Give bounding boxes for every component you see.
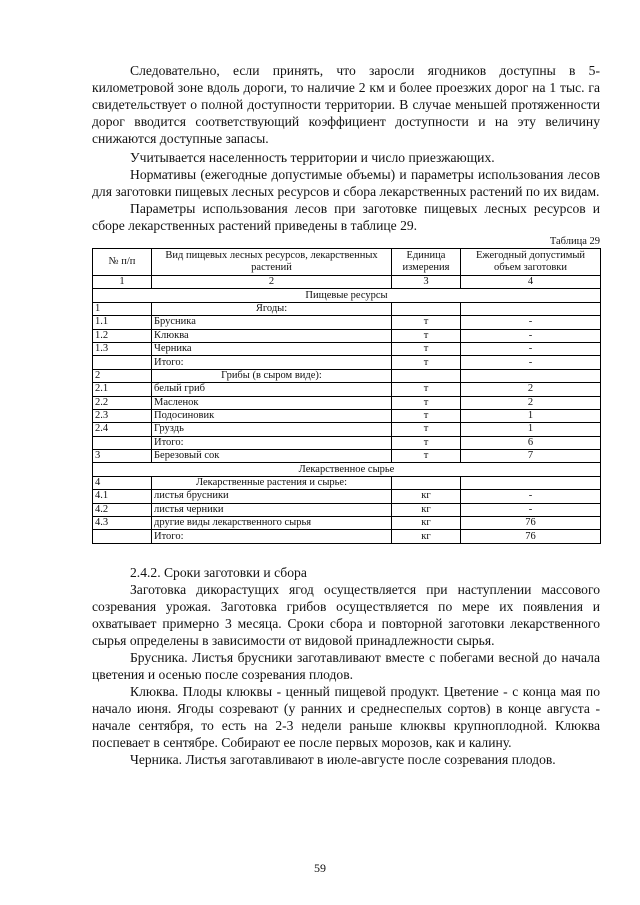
cell-value: -: [461, 329, 601, 342]
table-row: [93, 517, 601, 530]
table-row: [93, 423, 601, 436]
table-row: [93, 450, 601, 463]
cell-unit: т: [392, 356, 461, 369]
cell-name: Брусника: [152, 316, 392, 329]
cell-name: листья брусники: [152, 490, 392, 503]
cell-num: 4.2: [93, 503, 152, 516]
table-row: [93, 316, 601, 329]
cell-unit: т: [392, 342, 461, 355]
cell-name: Масленок: [152, 396, 392, 409]
cell-name: Итого:: [152, 436, 392, 449]
cell-name: Груздь: [152, 423, 392, 436]
table-row: [93, 356, 601, 369]
cell-name: Итого:: [152, 530, 392, 543]
cell-value: -: [461, 356, 601, 369]
table-row: [93, 503, 601, 516]
cell-value: 76: [461, 530, 601, 543]
cell-name: белый гриб: [152, 383, 392, 396]
table-header-row: [93, 249, 601, 276]
cell-num: 1.2: [93, 329, 152, 342]
cell-num: 2.3: [93, 409, 152, 422]
table-row: [93, 530, 601, 543]
cell-unit: кг: [392, 530, 461, 543]
cell-value: -: [461, 490, 601, 503]
cell-unit: т: [392, 316, 461, 329]
cell-value: -: [461, 503, 601, 516]
section-heading: 2.4.2. Сроки заготовки и сбора: [130, 564, 307, 580]
cell-name: листья черники: [152, 503, 392, 516]
cell-unit: т: [392, 396, 461, 409]
cell-num: 2.4: [93, 423, 152, 436]
paragraph: Клюква. Плоды клюквы - ценный пищевой продукт. Цветение - с конца мая по начало июня. Ягоды созревают (у ранних и среднеспелых сортов) в конце августа - начале сентября, то есть на 2-3 недели раньше клюквы крупноплодной. Клюква поспевает в сентябре. Собирают ее после первых морозов, как и калину.: [92, 683, 600, 750]
cell-value: 2: [461, 396, 601, 409]
table-row: [93, 436, 601, 449]
cell-num: 4.3: [93, 517, 152, 530]
cell-unit: т: [392, 450, 461, 463]
group-row: 2 Грибы (в сыром виде):: [93, 369, 601, 382]
table-row: [93, 490, 601, 503]
cell-value: 1: [461, 409, 601, 422]
group-row: 4 Лекарственные растения и сырье:: [93, 476, 601, 489]
cell-value: 1: [461, 423, 601, 436]
cell-value: -: [461, 342, 601, 355]
cell-value: 2: [461, 383, 601, 396]
table-row: [93, 396, 601, 409]
cell-unit: кг: [392, 503, 461, 516]
cell-value: 7: [461, 450, 601, 463]
cell-num: 2.2: [93, 396, 152, 409]
paragraph: Учитывается населенность территории и число приезжающих.: [130, 150, 495, 165]
cell-num: 1.3: [93, 342, 152, 355]
cell-name: Клюква: [152, 329, 392, 342]
cell-unit: т: [392, 423, 461, 436]
resources-table: [92, 248, 601, 544]
header-num: № п/п: [93, 249, 152, 276]
section-row: Лекарственное сырье: [93, 463, 601, 476]
cell-num: 3: [93, 450, 152, 463]
cell-num: [93, 530, 152, 543]
paragraph: Нормативы (ежегодные допустимые объемы) и параметры использования лесов для заготовки пищевых лесных ресурсов и сбора лекарственных растений по их видам.: [92, 167, 600, 199]
paragraph: Следовательно, если принять, что заросли ягодников доступны в 5-километровой зоне вдоль дороги, то наличие 2 км и более проезжих дорог на 1 тыс. га свидетельствует о полной доступности территории. В случае меньшей протяженности дорог вводится соответствующий коэффициент доступности и на эту величину снижаются доступные запасы.: [92, 63, 600, 146]
cell-unit: т: [392, 409, 461, 422]
cell-unit: т: [392, 436, 461, 449]
cell-unit: т: [392, 329, 461, 342]
document-page: [92, 62, 600, 768]
cell-value: -: [461, 316, 601, 329]
table-caption: Таблица 29: [549, 236, 600, 247]
table-row: [93, 409, 601, 422]
header-unit: Единица измерения: [392, 249, 461, 276]
cell-num: 2.1: [93, 383, 152, 396]
cell-num: 4.1: [93, 490, 152, 503]
cell-name: Черника: [152, 342, 392, 355]
paragraph: Брусника. Листья брусники заготавливают вместе с побегами весной до начала цветения и осенью после созревания плодов.: [92, 649, 600, 682]
cell-name: другие виды лекарственного сырья: [152, 517, 392, 530]
cell-num: [93, 356, 152, 369]
column-number-row: 1 2 3 4: [93, 276, 601, 289]
paragraph: Заготовка дикорастущих ягод осуществляется при наступлении массового созревания урожая. Заготовка грибов осуществляется по мере их появления и охватывает примерно 3 месяца. Сроки сбора и повторной заготовки лекарственного сырья определены в зависимости от видовой принадлежности сырья.: [92, 581, 600, 648]
cell-unit: кг: [392, 517, 461, 530]
cell-name: Березовый сок: [152, 450, 392, 463]
section-row: Пищевые ресурсы: [93, 289, 601, 302]
header-resource: Вид пищевых лесных ресурсов, лекарственных растений: [152, 249, 392, 276]
cell-value: 76: [461, 517, 601, 530]
page-number: 59: [314, 861, 326, 875]
cell-unit: кг: [392, 490, 461, 503]
table-row: [93, 383, 601, 396]
cell-num: [93, 436, 152, 449]
table-row: [93, 342, 601, 355]
header-volume: Ежегодный допустимый объем заготовки: [461, 249, 601, 276]
cell-value: 6: [461, 436, 601, 449]
cell-name: Итого:: [152, 356, 392, 369]
cell-name: Подосиновик: [152, 409, 392, 422]
cell-unit: т: [392, 383, 461, 396]
paragraph: Параметры использования лесов при заготовке пищевых лесных ресурсов и сборе лекарственных растений приведены в таблице 29.: [92, 201, 600, 233]
cell-num: 1.1: [93, 316, 152, 329]
paragraph: Черника. Листья заготавливают в июле-августе после созревания плодов.: [130, 751, 556, 767]
group-row: 1 Ягоды:: [93, 302, 601, 315]
table-row: [93, 329, 601, 342]
